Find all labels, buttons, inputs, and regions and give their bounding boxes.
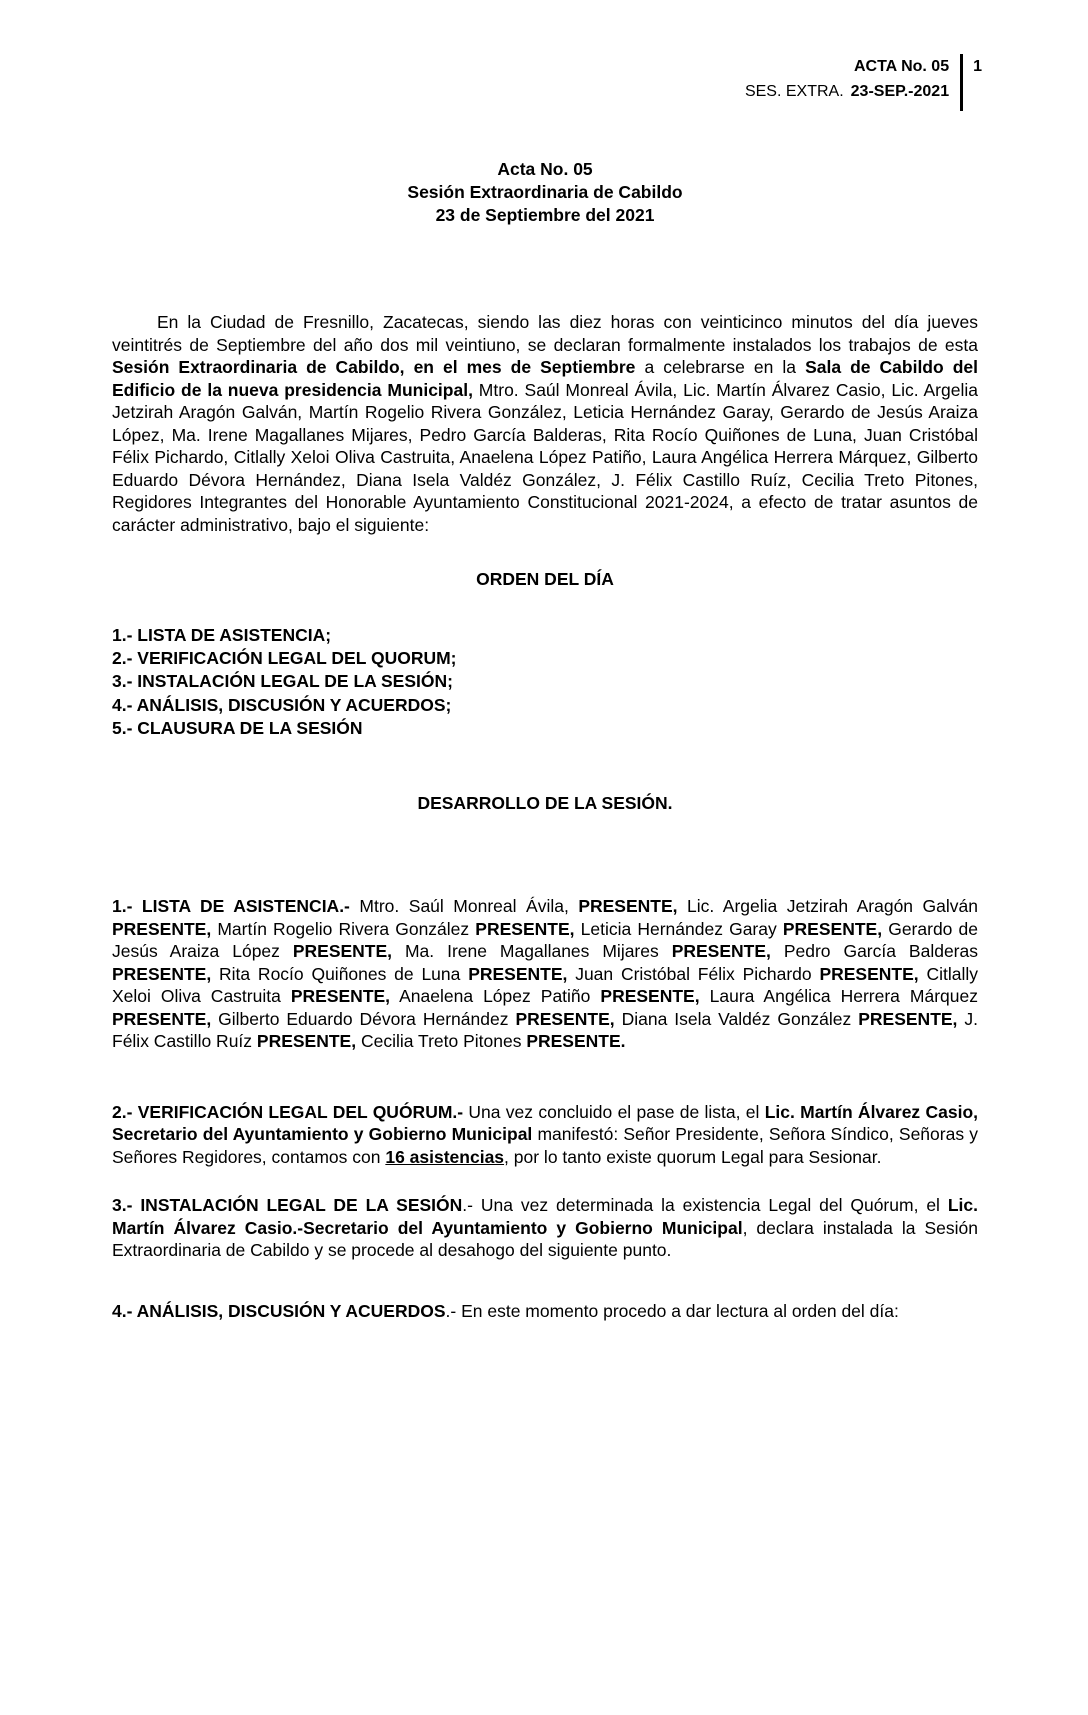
document-title-block [112,0,978,227]
section-verificacion-quorum: 2.- VERIFICACIÓN LEGAL DEL QUÓRUM.- Una vez concluido el pase de lista, el Lic. Martín Álvarez Casio, Secretario del Ayuntamiento y Gobierno Municipal manifestó: Señor Presidente, Señora Síndico, Señoras y Señores Regidores, contamos con 16 asistencias, por lo tanto existe quorum Legal para Sesionar. [112,1101,983,1167]
orden-item: 3.- INSTALACIÓN LEGAL DE LA SESIÓN; [112,671,453,692]
page-header [745,54,982,111]
orden-item: 1.- LISTA DE ASISTENCIA; [112,625,332,645]
section-instalacion-legal: 3.- INSTALACIÓN LEGAL DE LA SESIÓN.- Una vez determinada la existencia Legal del Quórum, el Lic. Martín Álvarez Casio.-Secretario del Ayuntamiento y Gobierno Municipal, declara instalada la Sesión Extraordinaria de Cabildo y se procede al desahogo del siguiente punto. [112,1195,983,1261]
section-analisis-acuerdos: 4.- ANÁLISIS, DISCUSIÓN Y ACUERDOS.- En este momento procedo a dar lectura al orden del día: [112,1300,899,1321]
desarrollo-heading: DESARROLLO DE LA SESIÓN. [417,793,673,814]
header-session-type: SES. EXTRA. [744,83,844,100]
orden-del-dia-list [112,624,978,740]
header-session-date: 23-SEP.-2021 [850,83,950,100]
section-lista-de-asistencia: 1.- LISTA DE ASISTENCIA.- Mtro. Saúl Monreal Ávila, PRESENTE, Lic. Argelia Jetzirah Aragón Galván PRESENTE, Martín Rogelio Rivera González PRESENTE, Leticia Hernández Garay PRESENTE, Gerardo de Jesús Araiza López PRESENTE, Ma. Irene Magallanes Mijares PRESENTE, Pedro García Balderas PRESENTE, Rita Rocío Quiñones de Luna PRESENTE, Juan Cristóbal Félix Pichardo PRESENTE, Citlally Xeloi Oliva Castruita PRESENTE, Anaelena López Patiño PRESENTE, Laura Angélica Herrera Márquez PRESENTE, Gilberto Eduardo Dévora Hernández PRESENTE, Diana Isela Valdéz González PRESENTE, J. Félix Castillo Ruíz PRESENTE, Cecilia Treto Pitones PRESENTE. [112,896,983,1052]
orden-item: 5.- CLAUSURA DE LA SESIÓN [112,717,363,738]
opening-paragraph: En la Ciudad de Fresnillo, Zacatecas, siendo las diez horas con veinticinco minutos del día jueves veintitrés de Septiembre del año dos mil veintiuno, se declaran formalmente instalados los trabajos de esta Sesión Extraordinaria de Cabildo, en el mes de Septiembre a celebrarse en la Sala de Cabildo del Edificio de la nueva presidencia Municipal, Mtro. Saúl Monreal Ávila, Lic. Martín Álvarez Casio, Lic. Argelia Jetzirah Aragón Galván, Martín Rogelio Rivera González, Leticia Hernández Garay, Gerardo de Jesús Araiza López, Ma. Irene Magallanes Mijares, Pedro García Balderas, Rita Rocío Quiñones de Luna, Juan Cristóbal Félix Pichardo, Citlally Xeloi Oliva Castruita, Anaelena López Patiño, Laura Angélica Herrera Márquez, Gilberto Eduardo Dévora Hernández, Diana Isela Valdéz González, J. Félix Castillo Ruíz, Cecilia Treto Pitones, Regidores Integrantes del Honorable Ayuntamiento Constitucional 2021-2024, a efecto de tratar asuntos de carácter administrativo, bajo el siguiente: [112,312,983,535]
orden-item: 4.- ANÁLISIS, DISCUSIÓN Y ACUERDOS; [112,694,452,715]
orden-item: 2.- VERIFICACIÓN LEGAL DEL QUORUM; [112,648,457,669]
header-text [745,54,949,104]
title-session-name: Sesión Extraordinaria de Cabildo [407,182,683,202]
title-acta-number: Acta No. 05 [497,159,593,179]
header-session-line [745,79,949,104]
title-session-date: 23 de Septiembre del 2021 [435,205,655,225]
header-divider-rule [960,54,963,111]
header-acta-number: ACTA No. 05 [853,58,950,75]
page-number: 1 [973,58,982,75]
orden-del-dia-heading: ORDEN DEL DÍA [476,569,614,589]
